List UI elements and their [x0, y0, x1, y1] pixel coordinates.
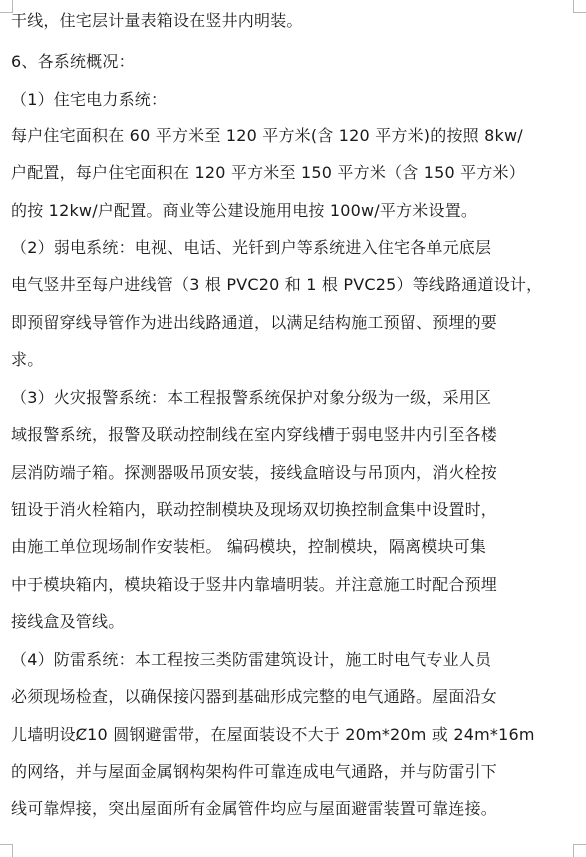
text-line: （4）防雷系统：本工程按三类防雷建筑设计，施工时电气专业人员: [11, 650, 492, 669]
page-corner-mark: [573, 844, 586, 857]
text-line: 的按 12kw/户配置。商业等公建设施用电按 100w/平方米设置。: [11, 201, 478, 220]
text-line: 必须现场检查，以确保接闪器到基础形成完整的电气通路。屋面沿女: [11, 687, 498, 706]
text-line: 接线盒及管线。: [11, 612, 125, 631]
text-line: 由施工单位现场制作安装柜。 编码模块，控制模块，隔离模块可集: [11, 537, 487, 556]
text-line: 电气竖井至每户进线管（3 根 PVC20 和 1 根 PVC25）等线路通道设计，: [11, 275, 543, 294]
text-line: （1）住宅电力系统：: [11, 90, 168, 109]
text-line: 儿墙明设Ȼ10 圆钢避雷带，在屋面装设不大于 20m*20m 或 24m*16m: [11, 725, 535, 744]
text-line: （2）弱电系统：电视、电话、光钎到户等系统进入住宅各单元底层: [11, 238, 492, 257]
text-line: 户配置，每户住宅面积在 120 平方米至 150 平方米（含 150 平方米）: [11, 163, 525, 182]
text-line: 6、各系统概况：: [11, 52, 135, 71]
text-line: 域报警系统，报警及联动控制线在室内穿线槽于弱电竖井内引至各楼: [11, 425, 498, 444]
text-line: 每户住宅面积在 60 平方米至 120 平方米(含 120 平方米)的按照 8kw/: [11, 126, 523, 145]
text-line: 钮设于消火栓箱内，联动控制模块及现场双切换控制盒集中设置时，: [11, 500, 498, 519]
text-line: 干线，住宅层计量表箱设在竖井内明装。: [11, 11, 303, 30]
page-corner-mark: [0, 844, 13, 857]
text-line: 的网络，并与屋面金属钢构架构件可靠连成电气通路，并与防雷引下: [11, 762, 498, 781]
text-line: 线可靠焊接，突出屋面所有金属管件均应与屋面避雷装置可靠连接。: [11, 799, 498, 818]
text-line: 层消防端子箱。探测器吸吊顶安装，接线盒暗设与吊顶内，消火栓按: [11, 463, 498, 482]
text-line: （3）火灾报警系统：本工程报警系统保护对象分级为一级，采用区: [11, 388, 492, 407]
text-line: 求。: [11, 350, 44, 369]
text-line: 中于模块箱内，模块箱设于竖井内靠墙明装。并注意施工时配合预埋: [11, 575, 498, 594]
text-line: 即预留穿线导管作为进出线路通道，以满足结构施工预留、预埋的要: [11, 313, 498, 332]
